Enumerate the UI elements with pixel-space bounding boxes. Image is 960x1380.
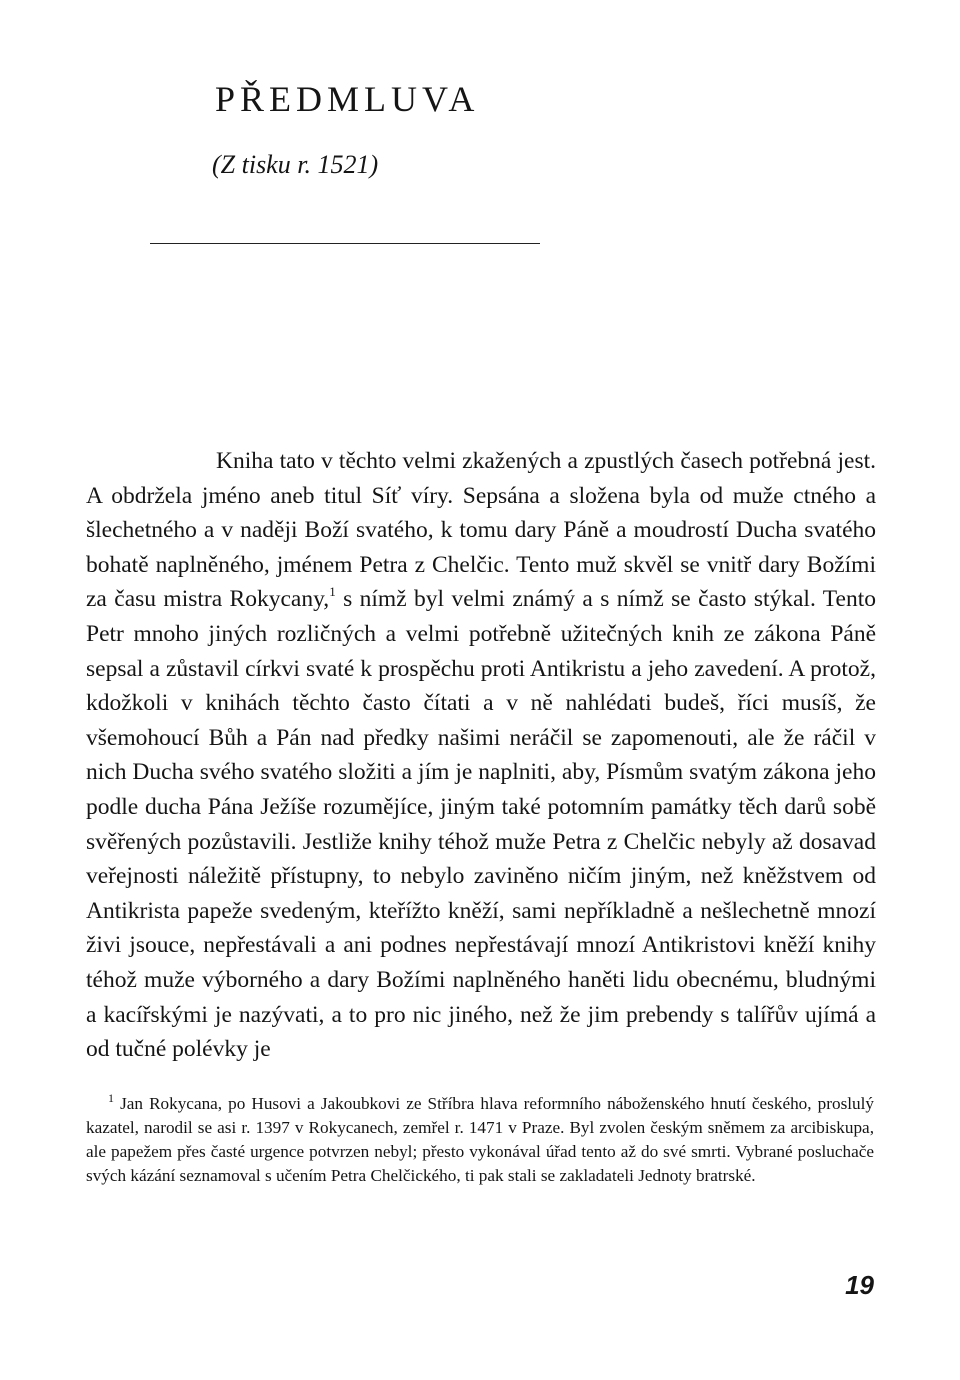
body-text-part1: Kniha tato v těchto velmi zkažených a zpustlých časech potřebná jest. A obdržela jméno aneb titul Síť víry. Sepsána a složena byla od muže ctného a šlechetného a v naději Boží svatého, k tomu dary Páně a moudrostí Ducha svatého bohatě naplněného, jménem Petra z Chelčic. Tento muž skvěl se vnitř dary Božími za času mistra Rokycany, xyxy=(86,448,876,613)
body-paragraph xyxy=(86,444,876,1067)
page-subtitle: (Z tisku r. 1521) xyxy=(212,150,379,179)
footnote xyxy=(86,1092,874,1188)
footnote-mark: 1 xyxy=(108,1091,114,1105)
page-title: PŘEDMLUVA xyxy=(215,79,480,119)
page-number: 19 xyxy=(845,1270,874,1300)
title-divider xyxy=(150,243,540,244)
footnote-text: Jan Rokycana, po Husovi a Jakoubkovi ze Stříbra hlava reformního náboženského hnutí českého, proslulý kazatel, narodil se asi r. 1397 v Rokycanech, zemřel r. 1471 v Praze. Byl zvolen českým sněmem za arcibiskupa, ale papežem přes časté urgence potvrzen nebyl; přesto vykonával úřad tento až do své smrti. Vybrané posluchače svých kázání seznamoval s učením Petra Chelčického, ti pak stali se zakladateli Jednoty bratrské. xyxy=(86,1094,874,1185)
body-text xyxy=(86,444,876,1067)
footnote-paragraph xyxy=(86,1092,874,1188)
footnote-reference: 1 xyxy=(329,584,336,600)
body-text-part2: s nímž byl velmi známý a s nímž se často stýkal. Tento Petr mnoho jiných rozličných a velmi potřebně užitečných knih ze zákona Páně sepsal a zůstavil církvi svaté k prospěchu proti Antikristu a jeho zavedení. A protož, kdožkoli v knihách těchto často čítati a v ně nahlédati budeš, říci musíš, že všemohoucí Bůh a Pán nad předky našimi neráčil se zapomenouti, ale že ráčil v nich Ducha svého svatého složiti a jím je naplniti, aby, Písmům svatým zákona jeho podle ducha Pána Ježíše rozumějíce, jiným také potomním památky těch darů sobě svěřených pozůstavili. Jestliže knihy téhož muže Petra z Chelčic nebyly až dosavad veřejnosti náležitě přístupny, to nebylo zaviněno ničím jiným, než kněžstvem od Antikrista papeže svedeným, kteřížto kněží, sami nepříkladně a nešlechetně mnozí živi jsouce, nepřestávali a ani podnes nepřestávají mnozí Antikristovi kněží knihy téhož muže výborného a dary Božími naplněného haněti lidu obecnému, bludnými a kacířskými je nazývati, a to pro nic jiného, než že jim prebendy s talířův ujímá a od tučné polévky je xyxy=(86,586,876,1063)
